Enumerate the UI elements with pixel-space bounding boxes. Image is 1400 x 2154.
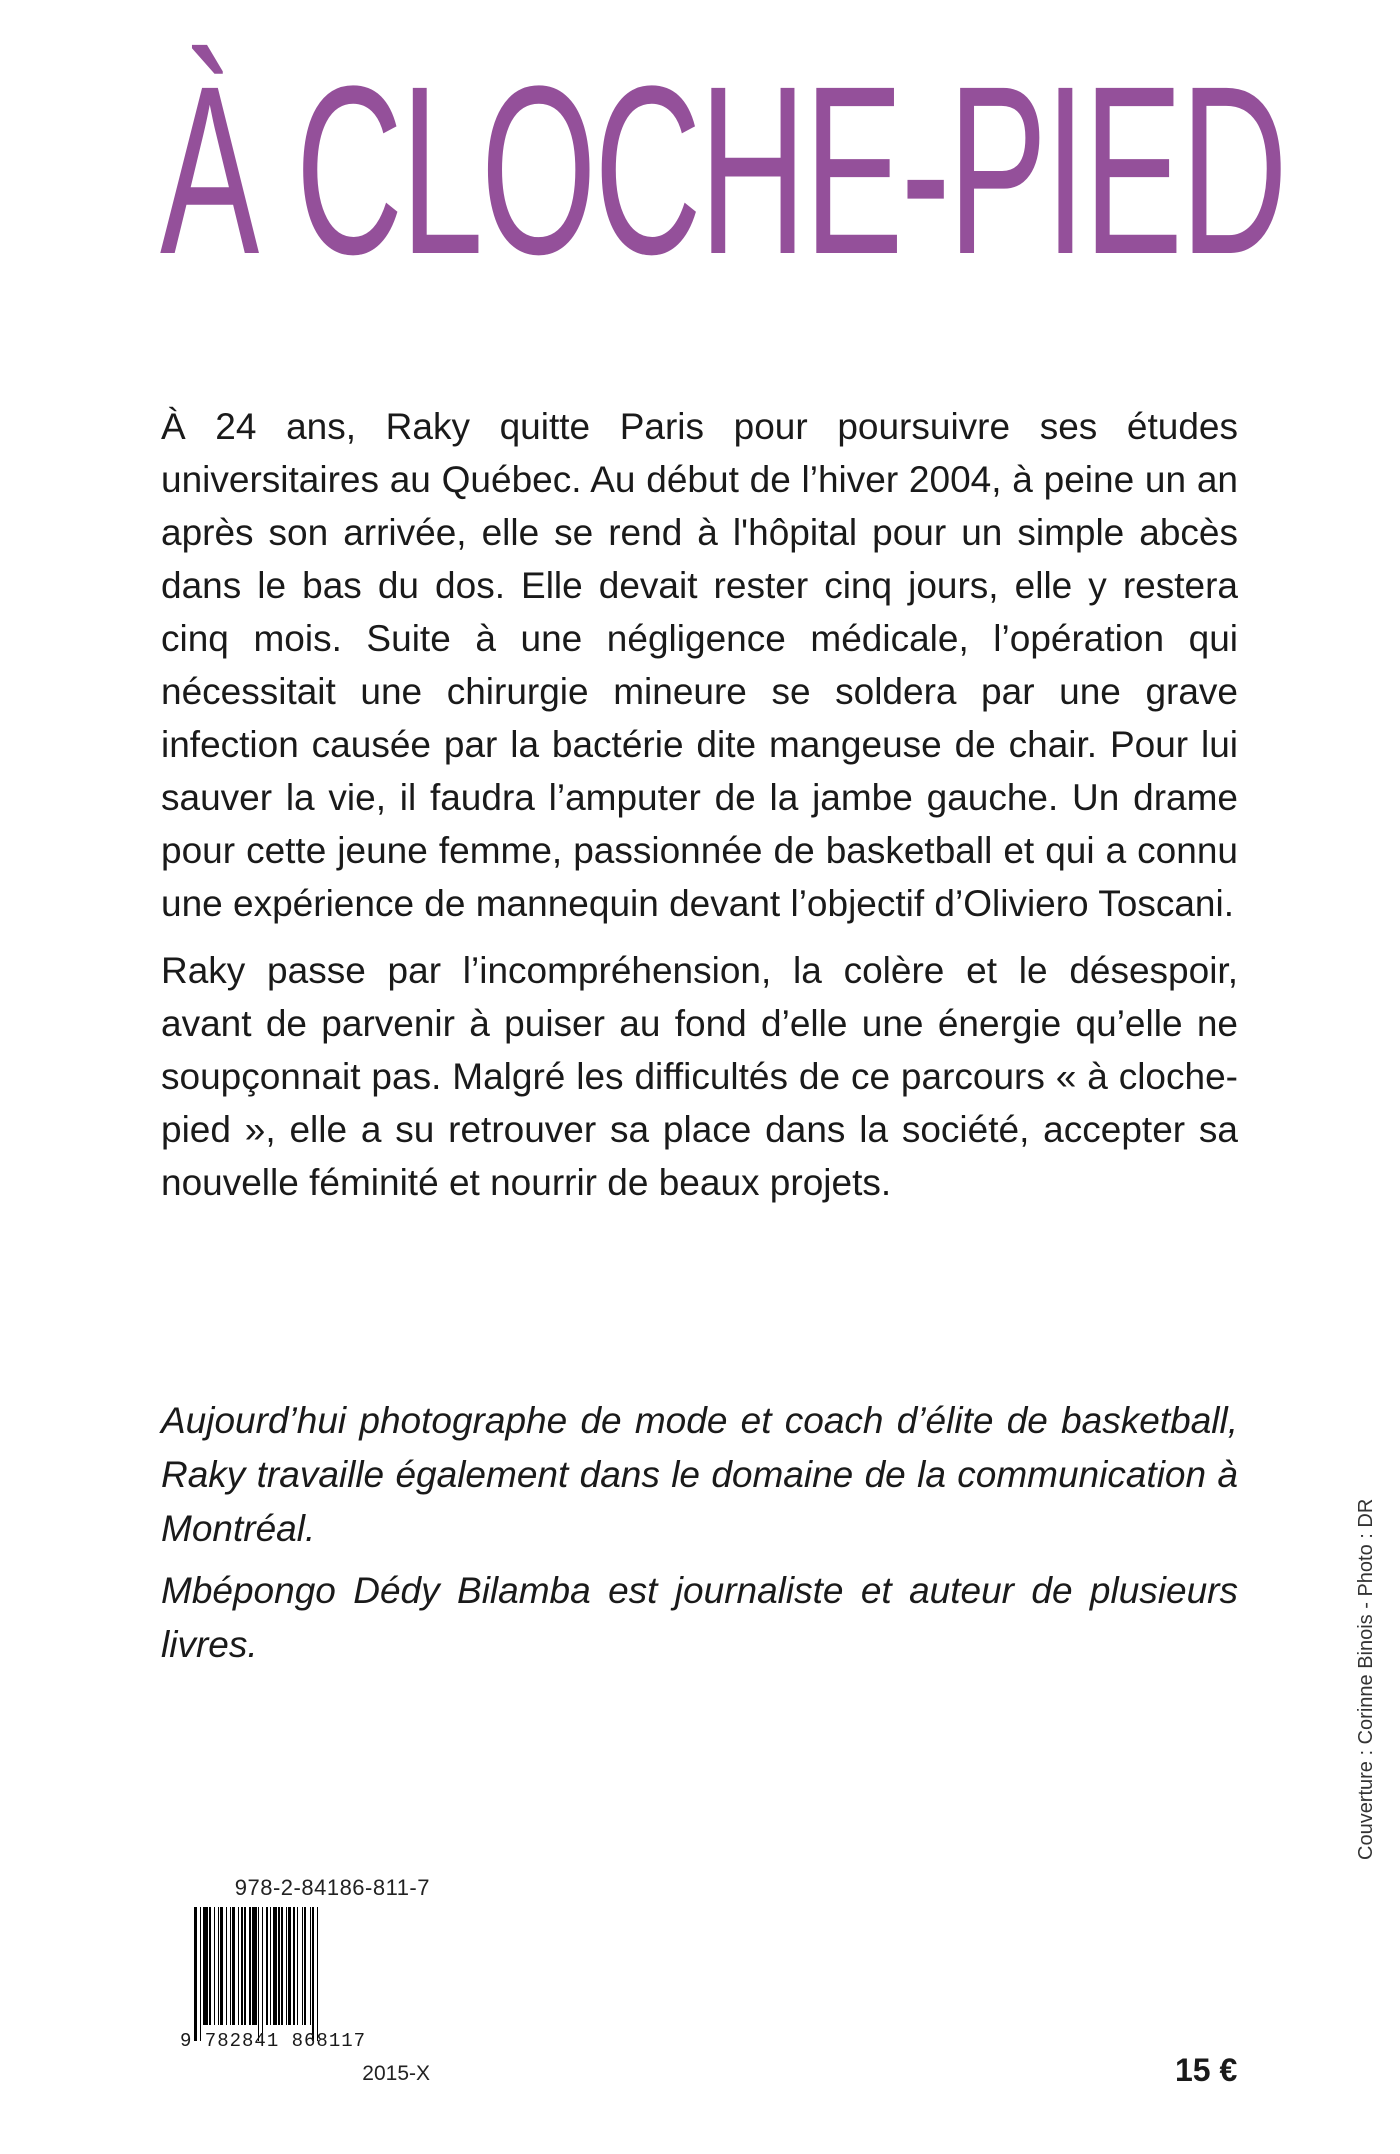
barcode-bars xyxy=(194,1907,430,2042)
ean-digits: 9 782841 868117 xyxy=(180,2030,367,2052)
bio-paragraph-1: Aujourd’hui photographe de mode et coach d’élite de basketball, Raky travaille également dans le domaine de la communication à Montréal. xyxy=(161,1400,1238,1549)
isbn-label: 978-2-84186-811-7 xyxy=(234,1875,430,1900)
price-label: 15 € xyxy=(1175,2052,1238,2088)
barcode-bar xyxy=(318,1907,321,2025)
book-title: À CLOCHE-PIED xyxy=(160,36,1286,304)
barcode-code: 2015-X xyxy=(362,2062,430,2085)
bio-section xyxy=(161,1394,1238,1680)
summary-paragraph-1: À 24 ans, Raky quitte Paris pour poursuivre ses études universitaires au Québec. Au début de l’hiver 2004, à peine un an après son arrivée, elle se rend à l'hôpital pour un simple abcès dans le bas du dos. Elle devait rester cinq jours, elle y restera cinq mois. Suite à une négligence médicale, l’opération qui nécessitait une chirurgie mineure se soldera par une grave infection causée par la bactérie dite mangeuse de chair. Pour lui sauver la vie, il faudra l’amputer de la jambe gauche. Un drame pour cette jeune femme, passionnée de basketball et qui a connu une expérience de mannequin devant l’objectif d’Oliviero Toscani. xyxy=(161,406,1238,924)
summary-section xyxy=(161,400,1238,1223)
summary-paragraph-2: Raky passe par l’incompréhension, la colère et le désespoir, avant de parvenir à puiser au fond d’elle une énergie qu’elle ne soupçonnait pas. Malgré les difficultés de ce parcours « à cloche-pied », elle a su retrouver sa place dans la société, accepter sa nouvelle féminité et nourrir de beaux projets. xyxy=(161,950,1238,1203)
barcode-block xyxy=(180,1875,430,2085)
bio-paragraph-2: Mbépongo Dédy Bilamba est journaliste et auteur de plusieurs livres. xyxy=(161,1570,1238,1665)
cover-credit: Couverture : Corinne Binois - Photo : DR xyxy=(1355,1498,1377,1860)
